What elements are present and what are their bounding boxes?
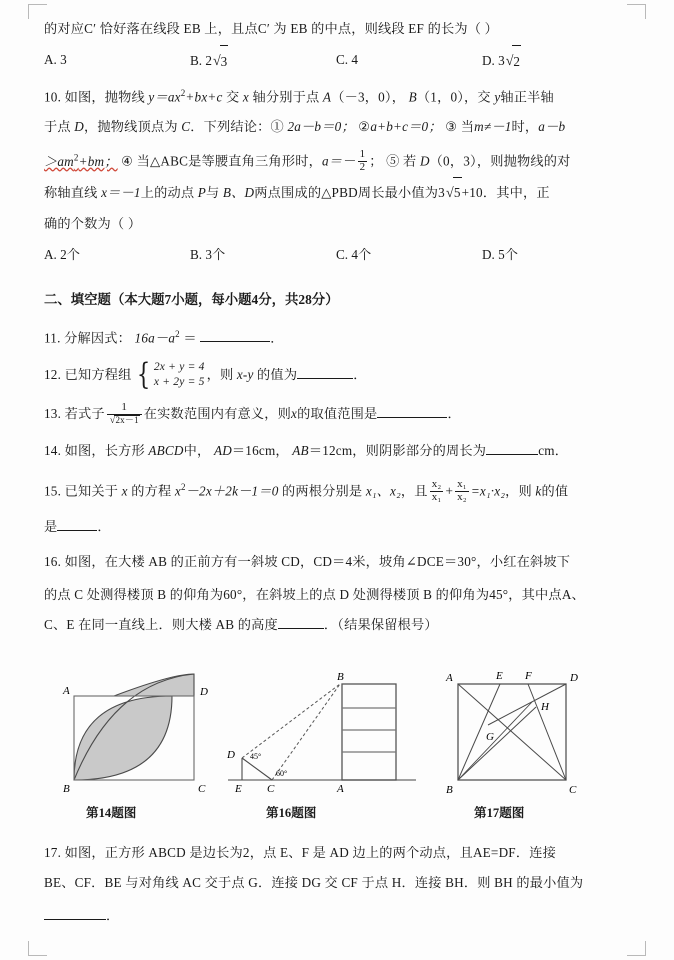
q13-text-a: 若式子 [64,406,105,422]
q10-l4-d: 两点围成的△PBD周长最小值为 [254,184,439,200]
q11-tail: ． [270,330,284,346]
q10-point-d: D [74,119,85,135]
q10-option-b[interactable] [190,239,336,271]
option-c-value: 4 [351,52,358,67]
question-17-number: 17. [44,845,62,860]
fraction-numerator: 1 [359,148,366,161]
question-12 [44,355,634,395]
fig14-label-d: D [200,686,208,698]
document-content [44,14,634,640]
figure-16-svg [224,662,419,797]
q15-text-b: 的方程 [131,483,172,499]
q10-l2-c: ．下列结论：① [190,119,284,135]
q10-c3-b: 时， [511,119,539,135]
crop-mark-bottom-left [28,941,47,956]
shaded-leaf-region [74,696,172,780]
fig17-label-c: C [569,784,577,796]
q10-point-c: C [181,119,191,135]
q15-text-c: 的两根分别是 [282,483,363,499]
q13-variable: x [291,406,298,422]
q10-text-b: 交 [226,89,240,105]
q10-l3-a: ＞am [44,153,74,169]
sight-line-d-to-b [242,684,340,758]
q10-var-x: x [242,89,249,105]
question-13-number: 13. [44,406,62,422]
q10-l2-a: 于点 [44,119,71,135]
q13-text-c: 的取值范围是 [297,406,378,422]
fig16-label-a: A [337,783,344,795]
q10-c5-a: 若 [403,153,417,169]
q14-segment-ad: AD [213,443,232,459]
q10-mark-2: ② [358,119,371,135]
q15-expression-b: －2x＋2k－1＝0 [185,483,279,499]
fraction-numerator: x₂ [431,478,442,491]
question-15-line-1 [44,469,634,509]
radicand: 2 [512,45,521,78]
fig17-label-b: B [446,784,453,796]
q10-text-d: 轴正半轴 [500,89,554,105]
option-d-label: D. [482,53,495,68]
question-10-line-5: 确的个数为（ ） [44,215,142,231]
question-17 [44,838,634,934]
segment-b-to-upper [458,702,532,780]
question-16-number: 16. [44,553,62,569]
q12-tail: ． [353,367,367,383]
q16-l3-a: C、E 在同一直线上．则大楼 AB 的高度 [44,616,278,632]
figure-16 [224,662,419,820]
fig16-label-e: E [235,783,242,795]
q14-text-a: 如图，长方形 [64,443,145,459]
question-10-line-2 [44,112,634,142]
q15-text-f: 的值 [541,483,569,499]
question-13-answer-blank[interactable] [377,417,447,418]
fig14-label-b: B [63,783,70,795]
q10-conclusion-2: a+b+c＝0； [370,119,442,135]
q15-text-d: ，且 [400,483,428,499]
question-14 [44,433,634,469]
question-10-line-3 [44,142,634,176]
q12-equation-1: 2x + y = 4 [153,361,205,374]
q15-equation-tail: =x₁·x₂ [470,483,506,499]
radical-sign: √3 [212,44,228,78]
q10-mark-4: ④ [121,153,134,169]
q10-option-a-label: A. [44,246,57,262]
q16-text-line-1: 如图，在大楼 AB 的正前方有一斜坡 CD，CD＝4米，坡角∠DCE＝30°，小红在斜坡下 [64,553,571,569]
q11-exponent: 2 [175,328,180,339]
fraction-one-half [358,149,368,174]
q11-text-a: 分解因式： [64,330,132,346]
fig16-angle-d: 45° [250,752,262,761]
fig14-label-c: C [198,783,206,795]
q14-rect-label: ABCD [148,443,184,459]
figure-14-caption: 第14题图 [86,806,137,820]
figure-14 [54,662,224,820]
q10-text-a: 如图，抛物线 [64,89,145,105]
question-15-answer-blank[interactable] [57,530,97,531]
q15-roots: x₁、x₂ [365,483,401,499]
fig14-label-a: A [63,685,70,697]
q14-ad-value: ＝16cm， [231,443,289,459]
question-12-answer-blank[interactable] [297,378,353,379]
question-11-number: 11. [44,330,61,346]
q10-option-c-value: 4个 [351,246,372,262]
question-10-number: 10. [44,89,62,105]
question-13 [44,395,634,433]
q10-point-b: B [408,89,417,105]
option-a-value: 3 [60,52,67,67]
diagonal-ac [458,684,566,780]
question-14-answer-blank[interactable] [486,454,538,455]
q10-point-b-coord: （1，0），交 [416,89,491,105]
q10-option-a-value: 2个 [60,246,80,262]
fraction-x1-over-x2 [455,479,469,504]
q14-text-b: 中， [183,443,211,459]
question-11 [44,317,634,355]
question-12-number: 12. [44,367,62,383]
q15-variable-x: x [121,483,128,499]
fig17-label-e: E [496,670,503,682]
question-14-number: 14. [44,443,62,459]
q14-unit: cm． [538,443,569,459]
segment-cf [528,684,566,780]
q10-option-d[interactable] [482,239,518,271]
q15-tail: ． [97,518,111,534]
q10-c4-c: ； [369,153,383,169]
q10-c4-b: a＝－ [321,153,356,169]
q10-expr-1: y＝ax [148,89,181,105]
q15-text-a: 已知关于 [64,483,119,499]
fraction-denominator [107,414,142,427]
q10-option-c-label: C. [336,246,349,262]
question-9-options [44,44,634,78]
question-16-line-1 [44,544,634,580]
q10-option-d-value: 5个 [498,246,518,262]
radical-sign: √5 [445,177,462,209]
segment-dc [242,758,272,780]
q12-expression: x-y [236,367,254,383]
option-c[interactable] [336,44,482,78]
q13-text-b: 在实数范围内有意义，则 [143,406,292,422]
q10-point-a: A [322,89,332,105]
q10-text-c: 轴分别于点 [252,89,320,105]
q10-expr-exponent: 2 [180,88,186,98]
option-b[interactable] [190,44,336,78]
fig17-label-f: F [525,670,532,682]
section-2-heading: 二、填空题（本大题7小题，每小题4分，共28分） [44,291,339,307]
radical-sign: √2 [505,44,521,78]
q11-equals: ＝ [183,330,197,346]
q10-l4-b: 上的动点 [140,184,195,200]
option-b-coefficient: 2 [205,53,212,68]
q10-option-c[interactable] [336,239,482,271]
option-d-coefficient: 3 [498,53,505,68]
fig17-label-d: D [570,672,578,684]
fig17-label-a: A [446,672,453,684]
q10-c3-m: m≠－1 [474,119,512,135]
fig16-label-d: D [227,749,235,761]
left-brace-icon: { [136,357,150,393]
q10-option-a[interactable] [44,239,190,271]
q10-l3-b: +bm； [78,153,118,169]
q10-axis-equation: x＝－1 [101,184,141,200]
fig16-angle-c: 60° [276,769,288,778]
q10-underlined-expr [44,154,118,169]
q17-text-line-1: 如图，正方形 ABCD 是边长为2，点 E、F 是 AD 边上的两个动点，且AE=DF．连接 [64,845,556,860]
question-16-line-2: 的点 C 处测得楼顶 B 的仰角为60°，在斜坡上的点 D 处测得楼顶 B 的仰角为45°，其中点A、 [44,586,585,602]
q12-text-a: 已知方程组 [64,367,132,383]
q11-expression: 16a－a [134,330,176,346]
fig17-label-g: G [486,731,494,743]
equation-system [134,357,205,393]
fraction-denominator: 2 [359,161,366,174]
segment-dg [488,684,566,725]
question-15-line-2 [44,510,634,544]
figure-17-svg [436,662,611,797]
q10-mark-3: ③ [445,119,458,135]
question-17-line-2: BE、CF．BE 与对角线 AC 交于点 G．连接 DG 交 CF 于点 H．连接 BH．则 BH 的最小值为 [44,875,584,890]
q10-c5-point-d: D [419,153,430,169]
figure-14-svg [54,662,224,797]
q10-l2-b: ，抛物线顶点为 [84,119,178,135]
option-c-label: C. [336,52,349,67]
q10-l4-e: +10．其中，正 [461,184,550,200]
radical-sign: √2x－1 [109,414,139,426]
figure-17 [436,662,611,820]
q10-option-d-label: D. [482,246,495,262]
q10-point-p: P [197,184,207,200]
question-9-tail-text: 的对应C′ 恰好落在线段 EB 上，且点C′ 为 EB 的中点，则线段 EF 的长为（ ） [44,21,498,36]
q10-mark-5: ⑤ [386,153,400,169]
fig16-label-b: B [337,671,344,683]
q10-c3-a: 当 [460,119,475,135]
q14-ab-value: ＝12cm，则阴影部分的周长为 [308,443,487,459]
option-d[interactable] [482,44,521,78]
q15-text-e: ，则 [505,483,532,499]
figure-16-caption: 第16题图 [266,806,317,820]
q10-min-coefficient: 3 [438,184,445,200]
q10-c4-a: 当△ABC是等腰直角三角形时， [136,153,322,169]
q10-c3-c: a－b [538,119,566,135]
q10-l4-a: 称轴直线 [44,184,98,200]
fraction-denominator: x₁ [431,491,442,504]
q10-l3-exponent: 2 [73,152,79,163]
q10-conclusion-1: 2a－b＝0； [287,119,355,135]
q16-l3-b: ．（结果保留根号） [323,616,438,632]
q15-exponent: 2 [180,482,186,493]
fraction-x2-over-x1 [430,479,444,504]
q15-plus: + [445,483,454,499]
q15-variable-k: k [535,483,542,499]
question-16-line-3 [44,610,634,640]
radicand: 5 [453,177,462,208]
q10-option-b-label: B. [190,246,203,262]
question-10-line-4 [44,177,634,209]
figure-17-caption: 第17题图 [474,806,525,820]
question-16-answer-blank[interactable] [278,628,324,629]
option-b-label: B. [190,53,203,68]
q10-l4-c: 与 [206,184,220,200]
q10-expr-1b: +bx+c [185,89,223,105]
q10-point-a-coord: （－3，0）， [331,89,406,105]
fig16-label-c: C [267,783,275,795]
question-15-number: 15. [44,483,62,499]
q12-text-c: 的值为 [257,367,298,383]
radicand: 2x－1 [115,415,139,426]
q17-tail: ． [106,908,120,923]
q15-expression: x [174,483,181,499]
fraction-numerator: x₁ [457,478,467,491]
question-10-line-1 [44,78,634,112]
fraction-numerator: 1 [121,400,128,413]
q12-equation-2: x + 2y = 5 [153,376,205,389]
q10-var-y: y [494,89,501,105]
q10-points-bd: B、D [222,184,255,200]
q14-segment-ab: AB [292,443,309,459]
fig17-label-h: H [541,701,549,713]
crop-mark-bottom-right [627,941,646,956]
fraction-denominator: x₂ [457,491,467,504]
q10-c5-b: （0，3），则抛物线的对 [429,153,571,169]
sight-line-c-to-b [272,684,340,780]
building-rectangle-ab [342,684,396,780]
q13-tail: ． [447,406,461,422]
option-a-label: A. [44,52,57,67]
question-11-answer-blank[interactable] [200,341,270,342]
q15-l2-a: 是 [44,518,58,534]
fraction-expression [107,402,142,427]
q12-text-b: ，则 [206,367,234,383]
question-10-options [44,239,634,271]
figures-strip [44,658,644,833]
radicand: 3 [220,45,229,78]
question-17-line-3 [44,898,634,934]
question-17-answer-blank[interactable] [44,919,106,920]
option-a[interactable] [44,44,190,78]
question-17-line-1 [44,838,634,868]
q10-option-b-value: 3个 [205,246,226,262]
